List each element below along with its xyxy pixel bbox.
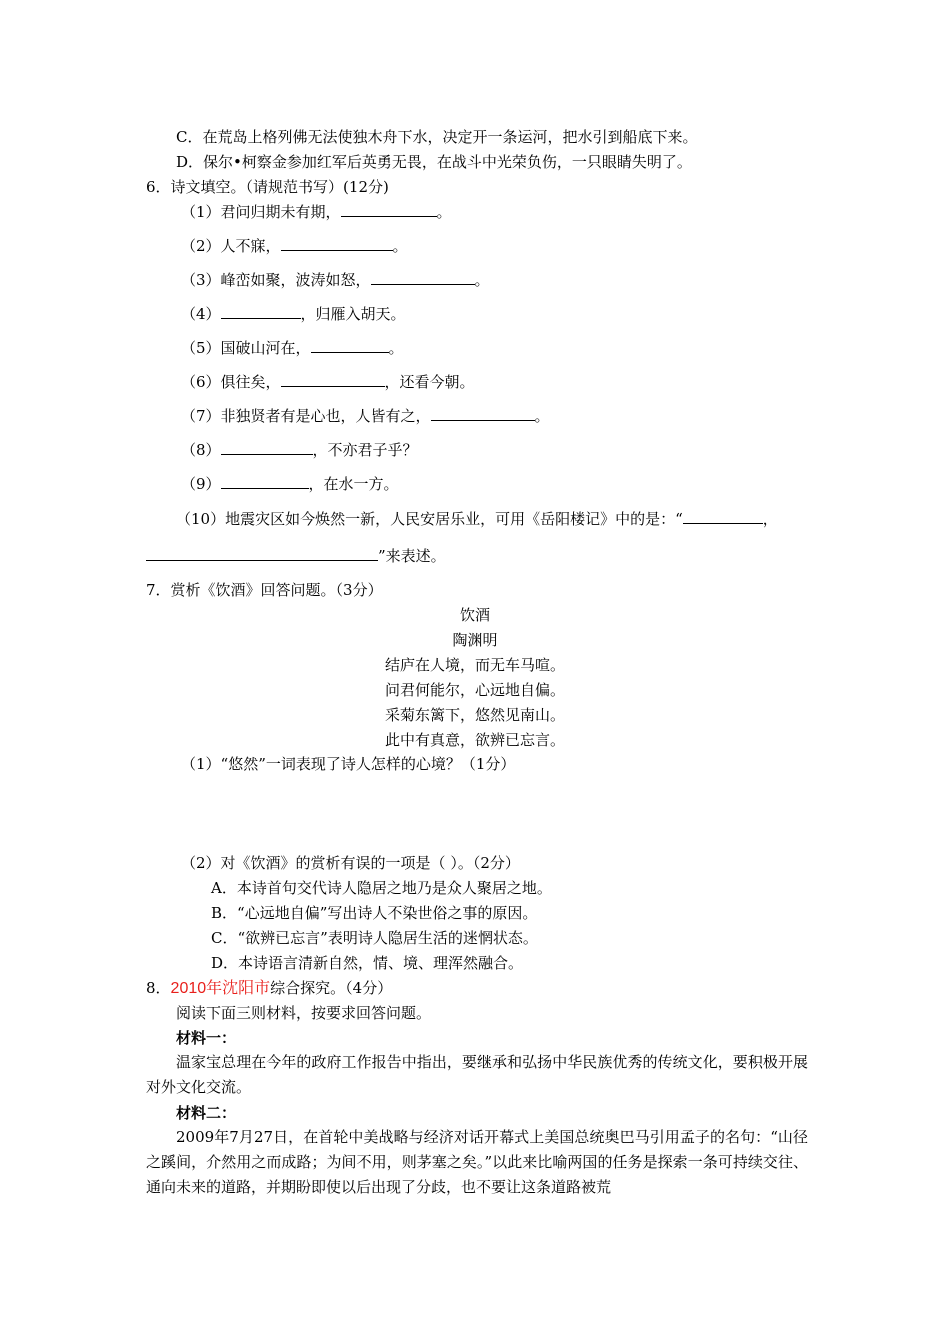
q6-item-7: （7）非独贤者有是心也，人皆有之， 。 (181, 407, 550, 425)
q6-item-6: （6）俱往矣， ，还看今朝。 (181, 373, 475, 391)
poem-line: 此中有真意，欲辨已忘言。 (384, 731, 565, 749)
answer-blank[interactable] (281, 372, 385, 387)
q7-option-b: B．“心远地自偏”写出诗人不染世俗之事的原因。 (211, 904, 538, 922)
q7-title: 7．赏析《饮酒》回答问题。（3分） (146, 581, 383, 599)
answer-blank[interactable] (221, 440, 313, 455)
poem-line: 采菊东篱下，悠然见南山。 (384, 706, 565, 724)
answer-blank[interactable] (311, 338, 389, 353)
q7-sub1: （1）“悠然”一词表现了诗人怎样的心境？（1分） (181, 755, 516, 773)
q6-item-3: （3）峰峦如聚，波涛如怒， 。 (181, 271, 490, 289)
material-1-label: 材料一： (176, 1029, 237, 1047)
answer-blank[interactable] (683, 509, 763, 524)
poem-line: 问君何能尔，心远地自偏。 (384, 681, 565, 699)
material-1-text: 温家宝总理在今年的政府工作报告中指出，要继承和弘扬中华民族优秀的传统文化，要积极开展对外文化交流。 (146, 1053, 808, 1096)
answer-blank[interactable] (146, 546, 378, 561)
answer-blank[interactable] (371, 270, 475, 285)
q6-item-9: （9） ，在水一方。 (181, 475, 399, 493)
q6-item-2: （2）人不寐， 。 (181, 237, 408, 255)
answer-blank[interactable] (221, 304, 301, 319)
q7-sub2: （2）对《饮酒》的赏析有误的一项是（ ）。（2分） (181, 854, 520, 872)
poem-line: 结庐在人境，而无车马喧。 (384, 656, 565, 674)
q7-option-c: C．“欲辨已忘言”表明诗人隐居生活的迷惘状态。 (211, 929, 538, 947)
q5-option-d: D．保尔•柯察金参加红军后英勇无畏，在战斗中光荣负伤，一只眼睛失明了。 (176, 153, 692, 171)
q6-item-10-line1: （10）地震灾区如今焕然一新，人民安居乐业，可用《岳阳楼记》中的是：“ ， (176, 510, 778, 528)
q7-option-d: D．本诗语言清新自然，情、境、理浑然融合。 (211, 954, 524, 972)
poem-author: 陶渊明 (452, 631, 498, 649)
q6-item-1: （1）君问归期未有期， 。 (181, 203, 452, 221)
answer-blank[interactable] (221, 474, 309, 489)
material-2-text: 2009年7月27日，在首轮中美战略与经济对话开幕式上美国总统奥巴马引用孟子的名句：“山径之蹊间，介然用之而成路；为间不用，则茅塞之矣。”以此来比喻两国的任务是探索一条可持续交往、通向未来的道路，并期盼即使以后出现了分歧，也不要让这条道路被荒 (146, 1128, 808, 1196)
q6-item-10-line2: ”来表述。 (146, 546, 446, 566)
answer-blank[interactable] (431, 406, 535, 421)
highlighted-source: 2010年沈阳市 (170, 980, 271, 997)
poem-title: 饮酒 (459, 606, 490, 624)
q8-intro: 阅读下面三则材料，按要求回答问题。 (176, 1004, 432, 1022)
q5-option-c: C．在荒岛上格列佛无法使独木舟下水，决定开一条运河，把水引到船底下来。 (176, 128, 698, 146)
material-2-label: 材料二： (176, 1104, 237, 1122)
q6-title: 6．诗文填空。（请规范书写）(12分) (146, 178, 389, 196)
q6-item-4: （4） ，归雁入胡天。 (181, 305, 406, 323)
q7-option-a: A．本诗首句交代诗人隐居之地乃是众人聚居之地。 (211, 879, 552, 897)
q8-title: 8．2010年沈阳市综合探究。（4分） (146, 979, 393, 997)
answer-blank[interactable] (341, 202, 437, 217)
q6-item-8: （8） ，不亦君子乎？ (181, 441, 418, 459)
q6-item-5: （5）国破山河在， 。 (181, 339, 404, 357)
answer-blank[interactable] (281, 236, 393, 251)
